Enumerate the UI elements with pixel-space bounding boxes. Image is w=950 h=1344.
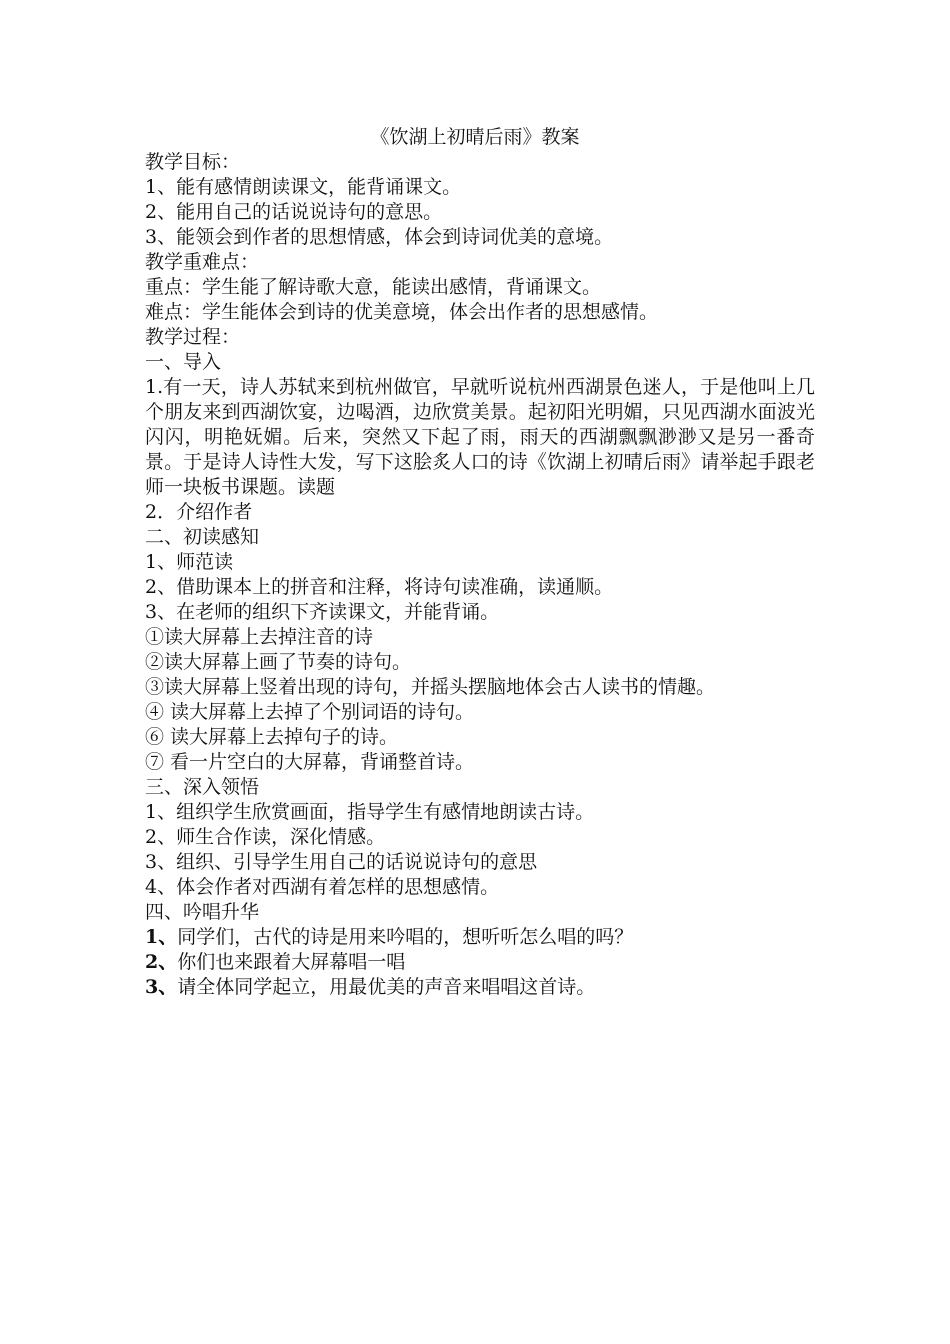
process-heading: 教学过程： [145, 326, 241, 348]
objective-item: 1、能有感情朗读课文，能背诵课文。 [145, 176, 462, 198]
list-text: 请全体同学起立，用最优美的声音来唱唱这首诗。 [177, 976, 596, 998]
section-heading: 一、导入 [145, 351, 222, 373]
list-item [145, 975, 815, 1000]
list-item: 4、体会作者对西湖有着怎样的思想感情。 [145, 876, 500, 898]
key-point: 重点：学生能了解诗歌大意，能读出感情，背诵课文。 [145, 276, 602, 298]
list-number: 2、 [145, 951, 178, 973]
list-item: 1、组织学生欣赏画面，指导学生有感情地朗读古诗。 [145, 801, 595, 823]
list-text: 你们也来跟着大屏幕唱一唱 [177, 951, 406, 973]
list-item [145, 950, 815, 975]
section-heading: 三、深入领悟 [145, 776, 260, 798]
section-heading: 二、初读感知 [145, 526, 260, 548]
list-item: ③读大屏幕上竖着出现的诗句，并摇头摆脑地体会古人读书的情趣。 [145, 676, 716, 698]
list-item: ②读大屏幕上画了节奏的诗句。 [145, 651, 412, 673]
list-text: 同学们，古代的诗是用来吟唱的，想听听怎么唱的吗？ [177, 926, 634, 948]
objective-item: 2、能用自己的话说说诗句的意思。 [145, 201, 443, 223]
difficult-point: 难点：学生能体会到诗的优美意境，体会出作者的思想感情。 [145, 301, 659, 323]
list-number: 1、 [145, 926, 178, 948]
document-title: 《饮湖上初晴后雨》教案 [370, 126, 580, 148]
list-item: 1、师范读 [145, 551, 234, 573]
list-item: 2、借助课本上的拼音和注释，将诗句读准确，读通顺。 [145, 576, 614, 598]
intro-paragraph: 1.有一天，诗人苏轼来到杭州做官，早就听说杭州西湖景色迷人，于是他叫上几个朋友来到西湖饮宴，边喝酒，边欣赏美景。起初阳光明媚，只见西湖水面波光闪闪，明艳妩媚。后来，突然又下起了雨，雨天的西湖飘飘渺渺又是另一番奇景。于是诗人诗性大发，写下这脍炙人口的诗《饮湖上初晴后雨》请举起手跟老师一块板书课题。读题 [145, 376, 815, 498]
list-item: ④ 读大屏幕上去掉了个别词语的诗句。 [145, 701, 475, 723]
list-item [145, 925, 815, 950]
list-item: ⑥ 读大屏幕上去掉句子的诗。 [145, 726, 399, 748]
list-item: 2．介绍作者 [145, 501, 253, 523]
document-body [145, 150, 815, 1000]
list-item: 2、师生合作读，深化情感。 [145, 826, 386, 848]
objective-item: 3、能领会到作者的思想情感，体会到诗词优美的意境。 [145, 226, 614, 248]
list-number: 3、 [145, 976, 178, 998]
section-heading: 四、吟唱升华 [145, 901, 260, 923]
list-item: ⑦ 看一片空白的大屏幕，背诵整首诗。 [145, 751, 475, 773]
list-item: ①读大屏幕上去掉注音的诗 [145, 626, 374, 648]
list-item: 3、组织、引导学生用自己的话说说诗句的意思 [145, 851, 538, 873]
list-item: 3、在老师的组织下齐读课文，并能背诵。 [145, 601, 500, 623]
objectives-heading: 教学目标： [145, 151, 241, 173]
key-points-heading: 教学重难点： [145, 251, 260, 273]
